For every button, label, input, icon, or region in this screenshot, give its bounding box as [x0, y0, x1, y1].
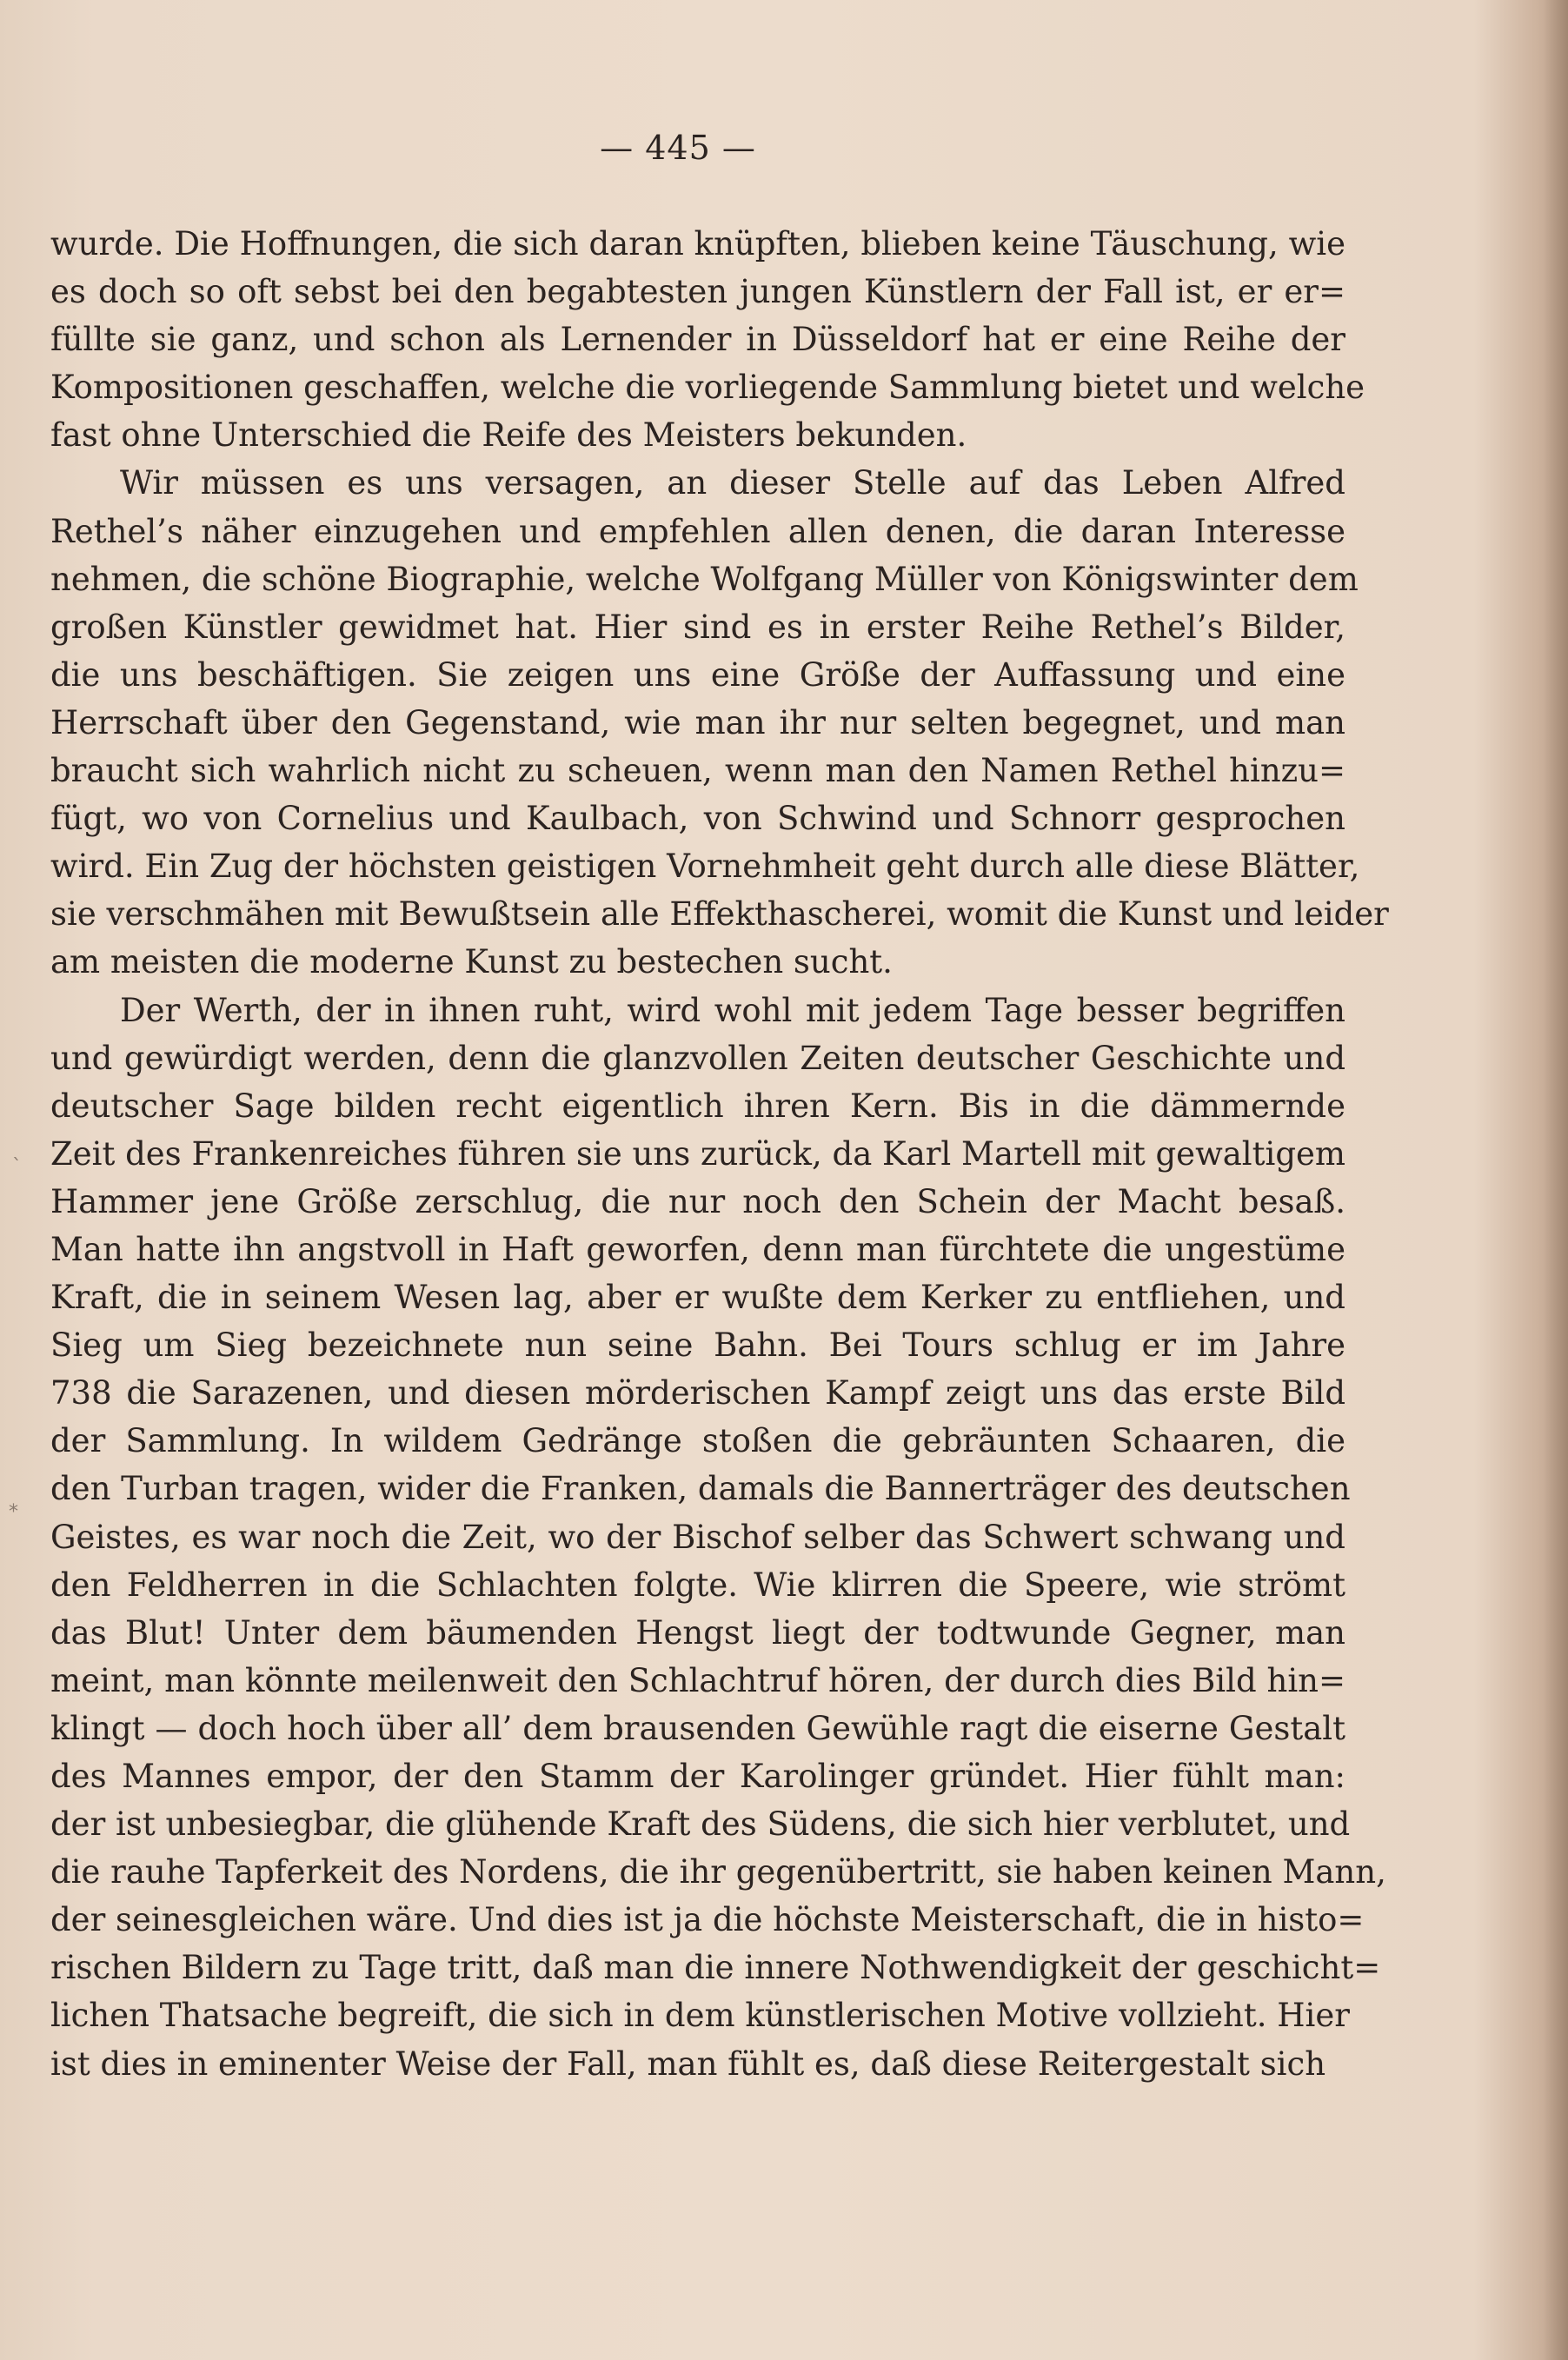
paragraph — [50, 220, 1365, 459]
text-line: Sieg um Sieg bezeichnete nun seine Bahn. Bei Tours schlug er im Jahre — [50, 1326, 1345, 1365]
body-text — [50, 220, 1389, 2088]
text-line: füllte sie ganz, und schon als Lernender in Düsseldorf hat er eine Reihe der — [50, 321, 1345, 359]
text-line: wird. Ein Zug der höchsten geistigen Vornehmheit geht durch alle diese Blätter, — [50, 848, 1360, 886]
text-line: Wir müssen es uns versagen, an dieser Stelle auf das Leben Alfred — [120, 464, 1345, 502]
text-line: Geistes, es war noch die Zeit, wo der Bischof selber das Schwert schwang und — [50, 1518, 1345, 1556]
text-line: Kraft, die in seinem Wesen lag, aber er wußte dem Kerker zu entfliehen, und — [50, 1279, 1345, 1317]
text-line: und gewürdigt werden, denn die glanzvollen Zeiten deutscher Geschichte und — [50, 1039, 1345, 1077]
text-line: deutscher Sage bilden recht eigentlich ihren Kern. Bis in die dämmernde — [50, 1087, 1345, 1125]
text-line: der Sammlung. In wildem Gedränge stoßen die gebräunten Schaaren, die — [50, 1422, 1345, 1460]
text-line: meint, man könnte meilenweit den Schlachtruf hören, der durch dies Bild hin= — [50, 1661, 1345, 1699]
text-line: Herrschaft über den Gegenstand, wie man ihr nur selten begegnet, und man — [50, 703, 1345, 741]
text-line: Der Werth, der in ihnen ruht, wird wohl mit jedem Tage besser begriffen — [120, 991, 1345, 1029]
text-line: lichen Thatsache begreift, die sich in dem künstlerischen Motive vollzieht. Hier — [50, 1997, 1350, 2035]
text-line: sie verschmähen mit Bewußtsein alle Effekthascherei, womit die Kunst und leider — [50, 895, 1389, 934]
text-line: wurde. Die Hoffnungen, die sich daran knüpften, blieben keine Täuschung, wie — [50, 225, 1345, 263]
margin-speck: * — [9, 1501, 18, 1523]
text-line: der ist unbesiegbar, die glühende Kraft des Südens, die sich hier verblutet, und — [50, 1805, 1351, 1844]
text-line: der seinesgleichen wäre. Und dies ist ja die höchste Meisterschaft, die in histo= — [50, 1901, 1365, 1939]
page-number: — 445 — — [600, 129, 756, 167]
margin-speck: ` — [12, 1156, 22, 1178]
text-line: des Mannes empor, der den Stamm der Karolinger gründet. Hier fühlt man: — [50, 1758, 1345, 1795]
page-edge-shadow — [1544, 0, 1568, 2360]
text-line: am meisten die moderne Kunst zu bestechen sucht. — [50, 943, 893, 981]
text-line: rischen Bildern zu Tage tritt, daß man die innere Nothwendigkeit der geschicht= — [50, 1949, 1381, 1987]
text-line: den Turban tragen, wider die Franken, damals die Bannerträger des deutschen — [50, 1470, 1351, 1508]
text-line: den Feldherren in die Schlachten folgte. Wie klirren die Speere, wie strömt — [50, 1566, 1345, 1604]
text-line: großen Künstler gewidmet hat. Hier sind es in erster Reihe Rethel’s Bilder, — [50, 608, 1345, 646]
text-line: Rethel’s näher einzugehen und empfehlen allen denen, die daran Interesse — [50, 512, 1345, 550]
text-line: die rauhe Tapferkeit des Nordens, die ihr gegenübertritt, sie haben keinen Mann, — [50, 1853, 1386, 1891]
text-line: 738 die Sarazenen, und diesen mörderischen Kampf zeigt uns das erste Bild — [50, 1374, 1345, 1413]
text-line: fügt, wo von Cornelius und Kaulbach, von Schwind und Schnorr gesprochen — [50, 800, 1345, 838]
text-line: Hammer jene Größe zerschlug, die nur noch den Schein der Macht besaß. — [50, 1182, 1345, 1220]
text-line: klingt — doch hoch über all’ dem brausenden Gewühle ragt die eiserne Gestalt — [50, 1709, 1345, 1747]
text-line: fast ohne Unterschied die Reife des Meisters bekunden. — [50, 416, 967, 455]
paragraph — [50, 987, 1386, 2088]
text-line: Kompositionen geschaffen, welche die vorliegende Sammlung bietet und welche — [50, 369, 1365, 407]
text-line: die uns beschäftigen. Sie zeigen uns eine Größe der Auffassung und eine — [50, 655, 1345, 694]
text-line: braucht sich wahrlich nicht zu scheuen, wenn man den Namen Rethel hinzu= — [50, 752, 1345, 790]
text-line: Zeit des Frankenreiches führen sie uns zurück, da Karl Martell mit gewaltigem — [50, 1134, 1345, 1173]
text-line: ist dies in eminenter Weise der Fall, man fühlt es, daß diese Reitergestalt sich — [50, 2044, 1326, 2083]
text-line: es doch so oft sebst bei den begabtesten jungen Künstlern der Fall ist, er er= — [50, 273, 1345, 311]
paragraph — [50, 459, 1389, 986]
text-line: das Blut! Unter dem bäumenden Hengst liegt der todtwunde Gegner, man — [50, 1613, 1345, 1652]
text-line: Man hatte ihn angstvoll in Haft geworfen, denn man fürchtete die ungestüme — [50, 1230, 1345, 1268]
text-line: nehmen, die schöne Biographie, welche Wolfgang Müller von Königswinter dem — [50, 560, 1359, 598]
